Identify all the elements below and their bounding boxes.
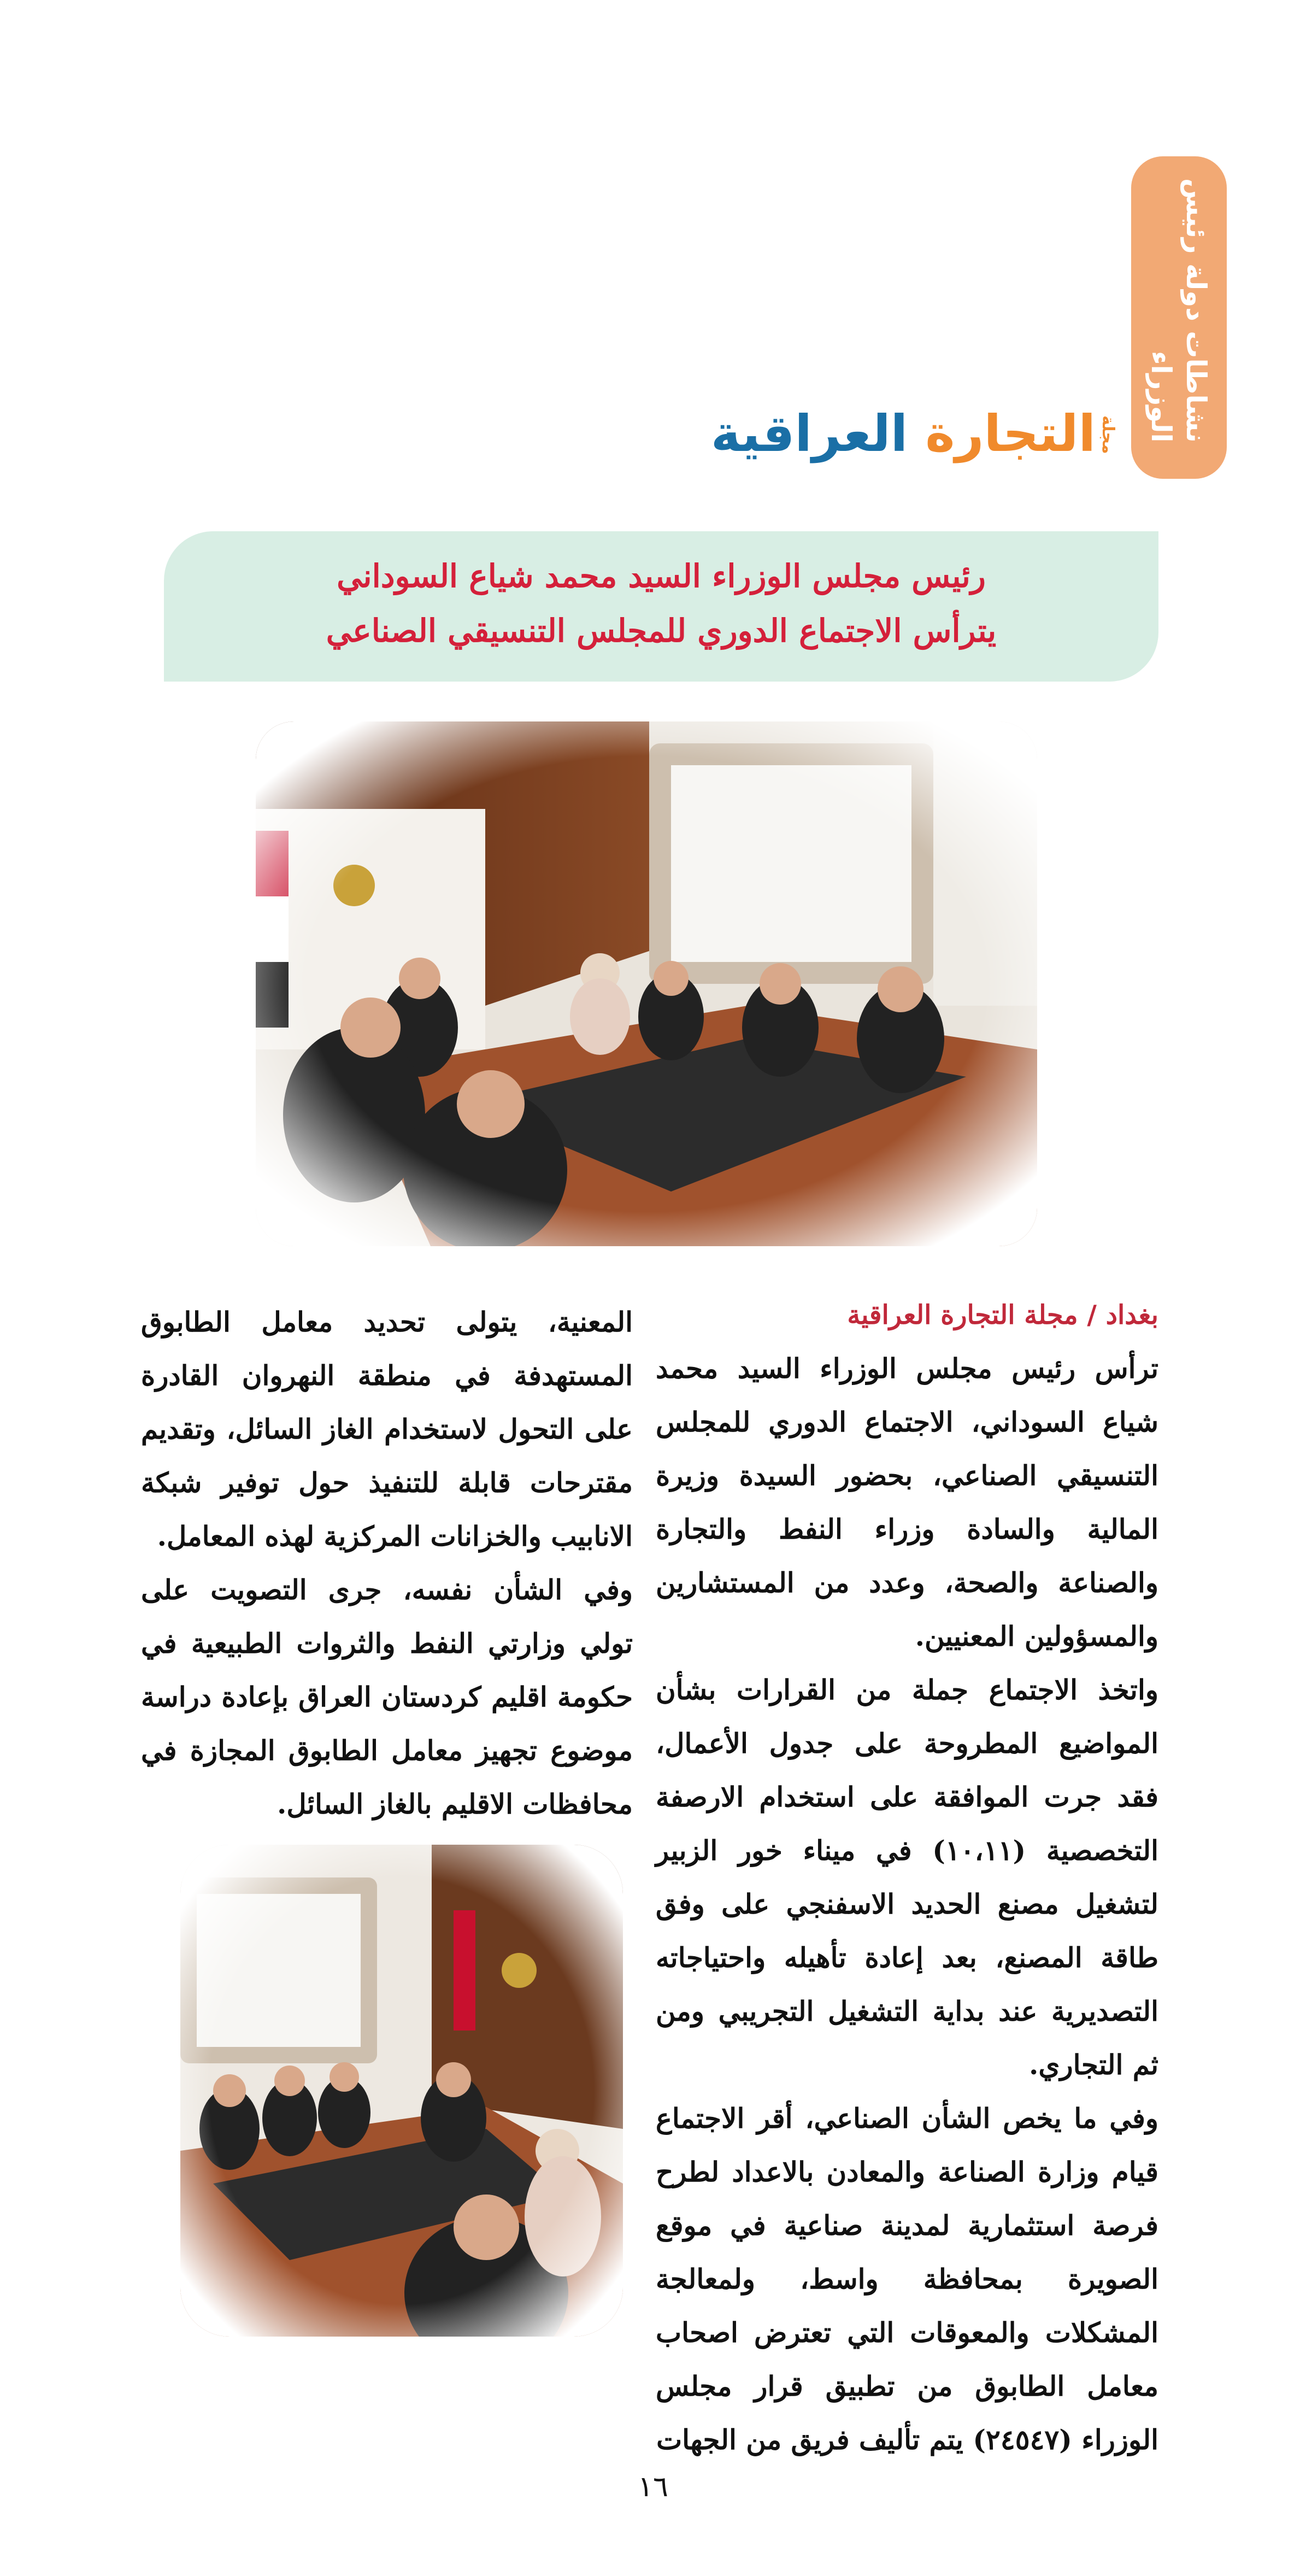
meeting-photo-secondary [180,1845,623,2337]
headline-line-2: يترأس الاجتماع الدوري للمجلس التنسيقي الصناعي [326,612,997,649]
article-paragraph: وفي الشأن نفسه، جرى التصويت على تولي وزارتي النفط والثروات الطبيعية في حكومة اقليم كردستان العراق بإعادة دراسة موضوع تجهيز معامل الطابوق المجازة في محافظات الاقليم بالغاز السائل. [141,1574,633,1820]
article-column-left [141,1295,633,1831]
section-tab-label: نشاطات دولة رئيس الوزراء [1145,178,1212,443]
headline-box [164,531,1158,682]
meeting-photo-main-image [256,721,1037,1246]
article-paragraph: ترأس رئيس مجلس الوزراء السيد محمد شياع السوداني، الاجتماع الدوري للمجلس التنسيقي الصناعي، بحضور السيدة وزيرة المالية والسادة وزراء النفط والتجارة والصناعة والصحة، وعدد من المستشارين والمسؤولين المعنيين. [656,1352,1158,1652]
magazine-logo [710,404,1096,463]
page-number: ١٦ [638,2471,668,2503]
magazine-logo-word-a: التجارة [925,404,1096,463]
magazine-logo-prefix: مجلة [1098,415,1117,454]
article-paragraph: واتخذ الاجتماع جملة من القرارات بشأن المواضيع المطروحة على جدول الأعمال، فقد جرت الموافقة على استخدام الارصفة التخصصية (١٠،١١) في ميناء خور الزبير لتشغيل مصنع الحديد الاسفنجي على وفق طاقة المصنع، بعد إعادة تأهيله واحتياجاته التصديرية عند بداية التشغيل التجريبي ومن ثم التجاري. [656,1674,1158,2081]
article-column-right [656,1342,1158,2467]
section-tab [1131,156,1227,479]
meeting-photo-main [256,721,1037,1246]
article-byline: بغداد / مجلة التجارة العراقية [847,1300,1158,1330]
article-paragraph: وفي ما يخص الشأن الصناعي، أقر الاجتماع قيام وزارة الصناعة والمعادن بالاعداد لطرح فرصة استثمارية لمدينة صناعية في موقع الصويرة بمحافظة واسط، ولمعالجة المشكلات والمعوقات التي تعترض اصحاب معامل الطابوق من تطبيق قرار مجلس الوزراء (٢٤٥٤٧) يتم تأليف فريق من الجهات [656,2102,1158,2456]
article-paragraph: المعنية، يتولى تحديد معامل الطابوق المستهدفة في منطقة النهروان القادرة على التحول لاستخدام الغاز السائل، وتقديم مقترحات قابلة للتنفيذ حول توفير شبكة الانابيب والخزانات المركزية لهذه المعامل. [141,1306,633,1552]
meeting-photo-secondary-image [180,1845,623,2337]
headline-line-1: رئيس مجلس الوزراء السيد محمد شياع السوداني [337,558,986,595]
magazine-logo-word-b: العراقية [710,404,908,463]
